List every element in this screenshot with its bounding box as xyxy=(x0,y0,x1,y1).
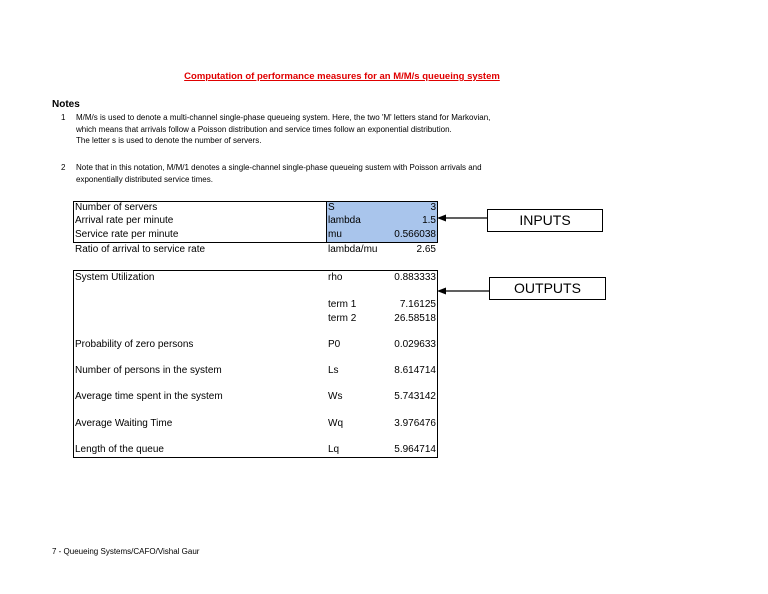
p0-symbol: P0 xyxy=(328,339,341,350)
input-service-label: Service rate per minute xyxy=(75,229,179,240)
ls-symbol: Ls xyxy=(328,365,339,376)
term1-value: 7.16125 xyxy=(399,299,436,310)
utilization-label: System Utilization xyxy=(75,272,155,283)
input-servers-label: Number of servers xyxy=(75,202,158,213)
ws-label: Average time spent in the system xyxy=(75,391,223,402)
ls-label: Number of persons in the system xyxy=(75,365,222,376)
note-1-line-1: M/M/s is used to denote a multi-channel single-phase queueing system. Here, the two 'M' letters stand for Markovian, xyxy=(76,113,491,122)
note-1-text xyxy=(76,112,490,147)
input-servers-value[interactable]: 3 xyxy=(430,202,436,213)
term2-symbol: term 2 xyxy=(328,313,357,324)
outputs-callout: OUTPUTS xyxy=(489,277,606,300)
input-arrival-value[interactable]: 1.5 xyxy=(422,215,436,226)
note-2-text xyxy=(76,162,482,185)
utilization-symbol: rho xyxy=(328,272,343,283)
input-servers-symbol: S xyxy=(328,202,335,213)
input-service-value[interactable]: 0.566038 xyxy=(394,229,436,240)
inputs-divider xyxy=(326,201,327,243)
note-1-number: 1 xyxy=(61,113,66,122)
ls-value: 8.614714 xyxy=(394,365,436,376)
lq-value: 5.964714 xyxy=(394,444,436,455)
ratio-symbol: lambda/mu xyxy=(328,244,378,255)
p0-label: Probability of zero persons xyxy=(75,339,194,350)
input-arrival-symbol: lambda xyxy=(328,215,361,226)
utilization-value: 0.883333 xyxy=(394,272,436,283)
input-service-symbol: mu xyxy=(328,229,342,240)
ws-symbol: Ws xyxy=(328,391,343,402)
ratio-label: Ratio of arrival to service rate xyxy=(75,244,206,255)
outputs-arrow-icon xyxy=(436,283,490,299)
footer: 7 - Queueing Systems/CAFO/Vishal Gaur xyxy=(52,547,200,556)
wq-label: Average Waiting Time xyxy=(75,418,173,429)
term2-value: 26.58518 xyxy=(394,313,436,324)
lq-symbol: Lq xyxy=(328,444,340,455)
note-2-number: 2 xyxy=(61,163,66,172)
p0-value: 0.029633 xyxy=(394,339,436,350)
note-2-line-1: Note that in this notation, M/M/1 denotes a single-channel single-phase queueing sustem with Poisson arrivals and xyxy=(76,163,482,172)
wq-value: 3.976476 xyxy=(394,418,436,429)
wq-symbol: Wq xyxy=(328,418,343,429)
ws-value: 5.743142 xyxy=(394,391,436,402)
note-2-line-2: exponentially distributed service times. xyxy=(76,174,213,184)
term1-symbol: term 1 xyxy=(328,299,357,310)
notes-heading: Notes xyxy=(52,99,80,110)
input-arrival-label: Arrival rate per minute xyxy=(75,215,174,226)
page-title: Computation of performance measures for an M/M/s queueing system xyxy=(184,71,500,82)
inputs-callout: INPUTS xyxy=(487,209,603,232)
note-1-line-2: which means that arrivals follow a Poisson distribution and service times follow an exponential distribution. xyxy=(76,124,452,134)
ratio-value: 2.65 xyxy=(416,244,436,255)
lq-label: Length of the queue xyxy=(75,444,164,455)
inputs-arrow-icon xyxy=(436,210,488,226)
note-1-line-3: The letter s is used to denote the number of servers. xyxy=(76,136,262,145)
